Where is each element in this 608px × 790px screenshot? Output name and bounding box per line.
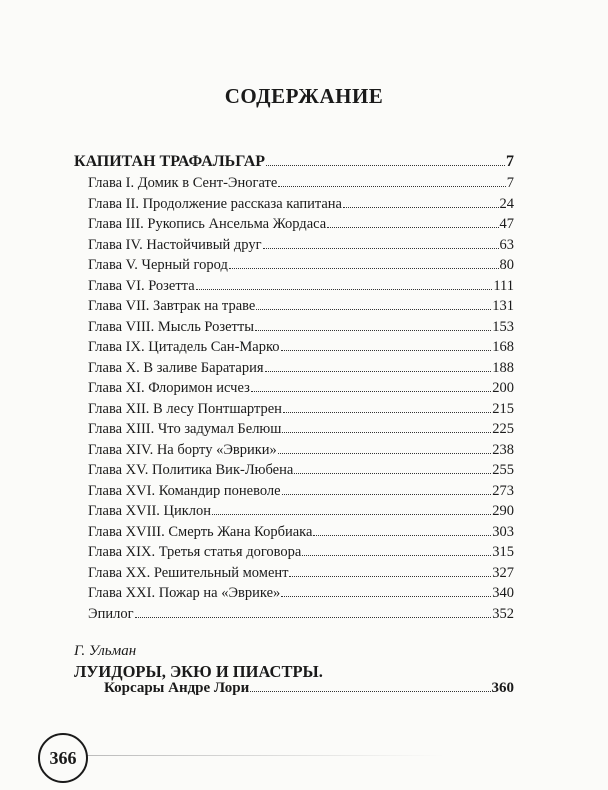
chapter-title: Глава XVI. Командир поневоле: [88, 482, 281, 499]
toc-chapter-row[interactable]: [74, 544, 514, 565]
chapter-title: Глава VIII. Мысль Розетты: [88, 318, 254, 335]
chapter-title: Глава XVII. Циклон: [88, 503, 212, 519]
dot-leader: [196, 278, 493, 289]
chapter-title: Глава III. Рукопись Ансельма Жордаса: [88, 216, 327, 232]
page-title: СОДЕРЖАНИЕ: [224, 84, 384, 108]
chapter-page-number: 7: [506, 175, 514, 191]
chapter-page-number: 188: [492, 359, 514, 376]
toc-chapter-row[interactable]: [74, 606, 514, 627]
dot-leader: [229, 258, 499, 269]
dot-leader: [212, 504, 491, 515]
chapter-page-number: 200: [492, 380, 514, 396]
toc-chapter-row[interactable]: [74, 175, 514, 196]
dot-leader: [283, 401, 491, 412]
chapter-page-number: 238: [492, 441, 514, 458]
toc-part-row[interactable]: [74, 153, 514, 175]
chapter-title: Эпилог: [88, 605, 134, 622]
chapter-page-number: 111: [493, 277, 514, 294]
toc-chapter-row[interactable]: [74, 257, 514, 278]
dot-leader: [289, 565, 491, 576]
dot-leader: [282, 422, 491, 433]
chapter-title: Глава IX. Цитадель Сан-Марко: [88, 339, 280, 355]
dot-leader: [263, 237, 499, 248]
page-number-rule: [84, 755, 444, 756]
chapter-title: Глава X. В заливе Баратария: [88, 359, 264, 376]
toc-chapter-row[interactable]: [74, 380, 514, 401]
second-work-entries: [104, 680, 514, 702]
author-name: Г. Ульман: [74, 643, 137, 659]
toc-chapter-row[interactable]: [74, 339, 514, 360]
chapter-title: Глава XX. Решительный момент: [88, 564, 289, 581]
toc-chapter-row[interactable]: [74, 278, 514, 299]
chapter-page-number: 352: [492, 605, 514, 622]
dot-leader: [256, 299, 491, 310]
chapter-title: Глава XVIII. Смерть Жана Корбиака: [88, 523, 313, 540]
chapter-page-number: 215: [492, 400, 514, 417]
chapter-title: Глава XIII. Что задумал Белюш: [88, 421, 282, 437]
dot-leader: [282, 483, 492, 494]
toc-chapter-row[interactable]: [74, 401, 514, 422]
chapter-page-number: 80: [499, 257, 514, 273]
chapter-page-number: 340: [492, 585, 514, 601]
dot-leader: [278, 442, 491, 453]
table-of-contents: [74, 153, 514, 626]
entry-page-number: 360: [491, 680, 514, 696]
toc-chapter-row[interactable]: [74, 462, 514, 483]
dot-leader: [281, 340, 492, 351]
dot-leader: [343, 196, 499, 207]
dot-leader: [281, 586, 491, 597]
chapter-title: Глава XI. Флоримон исчез: [88, 380, 250, 396]
chapter-title: Глава II. Продолжение рассказа капитана: [88, 195, 342, 212]
second-work-title: ЛУИДОРЫ, ЭКЮ И ПИАСТРЫ.: [74, 662, 323, 681]
toc-chapter-row[interactable]: [74, 237, 514, 258]
chapter-page-number: 153: [492, 318, 514, 335]
entry-title: Корсары Андре Лори: [104, 680, 250, 696]
toc-chapter-row[interactable]: [74, 319, 514, 340]
dot-leader: [255, 319, 491, 330]
part-page-number: 7: [506, 153, 514, 170]
chapter-page-number: 24: [499, 195, 514, 212]
chapter-title: Глава VI. Розетта: [88, 277, 195, 294]
toc-chapter-row[interactable]: [74, 216, 514, 237]
dot-leader: [327, 217, 498, 228]
dot-leader: [251, 381, 491, 392]
dot-leader: [302, 545, 491, 556]
toc-chapter-row[interactable]: [74, 524, 514, 545]
toc-chapter-row[interactable]: [74, 298, 514, 319]
chapter-page-number: 273: [492, 482, 514, 499]
toc-chapter-row[interactable]: [74, 585, 514, 606]
chapter-title: Глава XXI. Пожар на «Эврике»: [88, 585, 281, 601]
chapter-title: Глава XV. Политика Вик-Любена: [88, 462, 294, 478]
chapter-title: Глава IV. Настойчивый друг: [88, 236, 262, 253]
chapter-page-number: 303: [492, 523, 514, 540]
page-number-badge: [38, 733, 88, 783]
chapter-title: Глава I. Домик в Сент-Эногате: [88, 175, 278, 191]
chapter-page-number: 255: [492, 462, 514, 478]
dot-leader: [265, 360, 492, 371]
toc-chapter-row[interactable]: [74, 196, 514, 217]
chapter-title: Глава XIV. На борту «Эврики»: [88, 441, 277, 458]
toc-chapter-row[interactable]: [74, 565, 514, 586]
chapter-page-number: 225: [492, 421, 514, 437]
chapter-page-number: 131: [492, 298, 514, 314]
dot-leader: [313, 524, 491, 535]
dot-leader: [294, 463, 491, 474]
chapter-title: Глава XII. В лесу Понтшартрен: [88, 400, 282, 417]
toc-entry-row[interactable]: [104, 680, 514, 702]
dot-leader: [250, 681, 490, 693]
chapter-title: Глава V. Черный город: [88, 257, 228, 273]
dot-leader: [266, 154, 505, 166]
chapter-page-number: 327: [492, 564, 514, 581]
dot-leader: [278, 176, 505, 187]
part-title: КАПИТАН ТРАФАЛЬГАР: [74, 153, 266, 170]
chapter-page-number: 168: [492, 339, 514, 355]
chapter-page-number: 315: [492, 544, 514, 560]
toc-chapter-row[interactable]: [74, 421, 514, 442]
toc-chapter-row[interactable]: [74, 360, 514, 381]
chapter-page-number: 47: [499, 216, 514, 232]
chapter-page-number: 63: [499, 236, 514, 253]
page-number: 366: [49, 747, 77, 768]
toc-chapter-row[interactable]: [74, 442, 514, 463]
chapter-title: Глава VII. Завтрак на траве: [88, 298, 256, 314]
chapter-list: [74, 175, 514, 626]
chapter-page-number: 290: [492, 503, 514, 519]
toc-chapter-row[interactable]: [74, 483, 514, 504]
dot-leader: [135, 606, 492, 617]
toc-chapter-row[interactable]: [74, 503, 514, 524]
chapter-title: Глава XIX. Третья статья договора: [88, 544, 302, 560]
